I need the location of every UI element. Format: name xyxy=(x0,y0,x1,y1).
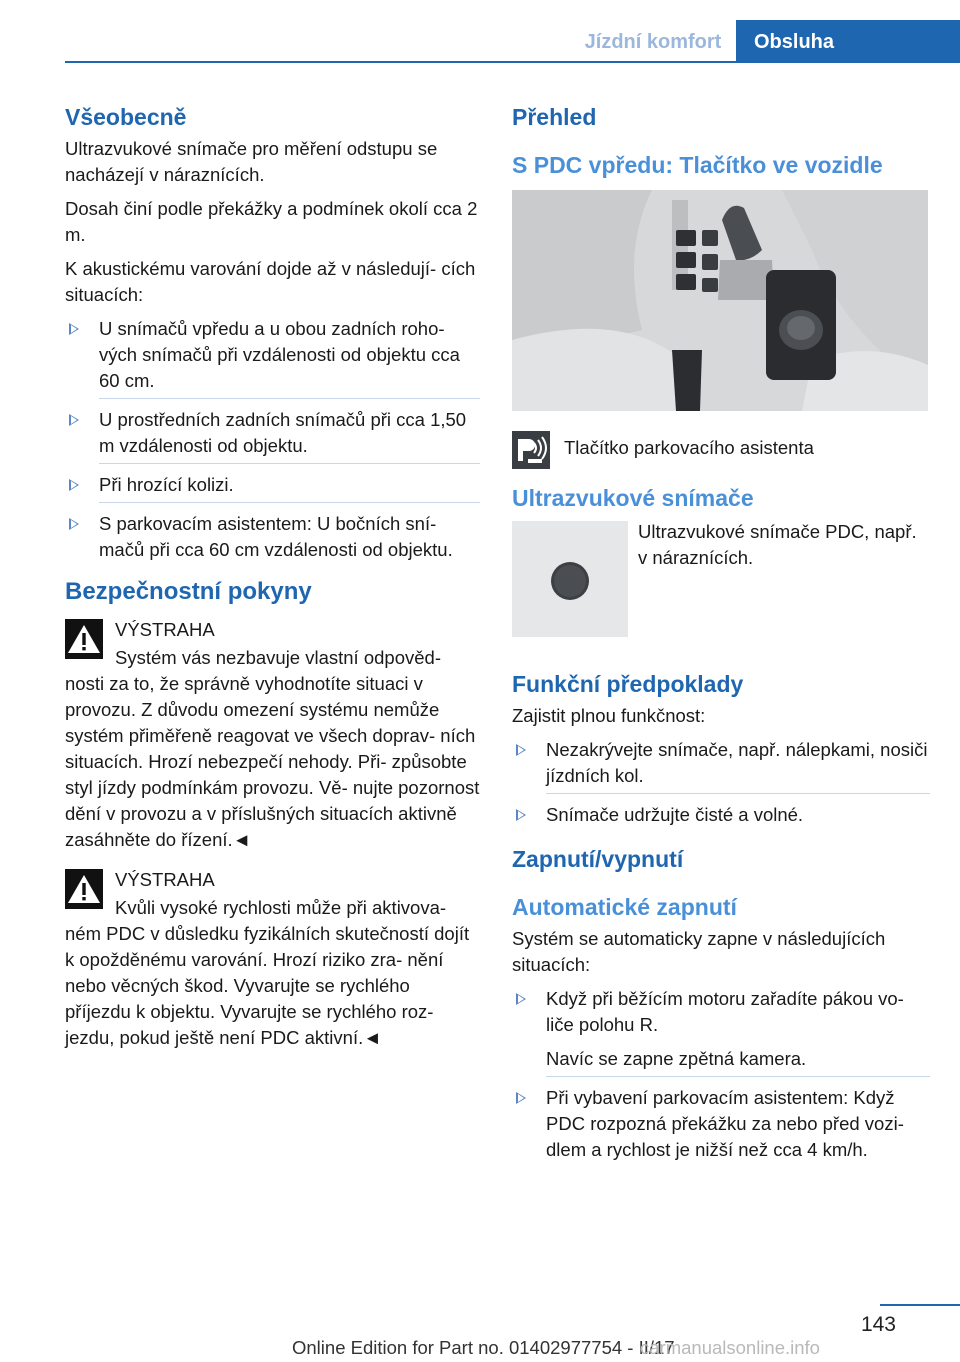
bullet-triangle-icon xyxy=(516,993,526,1005)
sensors-description: Ultrazvukové snímače PDC, např. v náraznících. xyxy=(638,521,917,568)
list-item: Když při běžícím motoru zařadíte pákou vo‐ liče polohu R. Navíc se zapne zpětná kamera. xyxy=(512,986,930,1072)
edition-note: Online Edition for Part no. 01402977754 - II/17 xyxy=(292,1337,675,1358)
general-heading: Všeobecně xyxy=(65,104,187,130)
button-caption-text: Tlačítko parkovacího asistenta xyxy=(564,437,814,458)
sensor-photo xyxy=(512,521,628,637)
prerequisites-list xyxy=(512,737,930,828)
warning-triangle-icon xyxy=(65,619,103,659)
bullet-triangle-icon xyxy=(69,518,79,530)
chapter-tab[interactable]: Obsluha xyxy=(736,20,960,62)
warning-situations-list xyxy=(65,316,480,563)
list-item: Snímače udržujte čisté a volné. xyxy=(512,802,930,828)
list-item: U prostředních zadních snímačů při cca 1,50 m vzdálenosti od objektu. xyxy=(65,407,480,459)
overview-heading: Přehled xyxy=(512,104,597,130)
footer-rule xyxy=(880,1304,960,1306)
page-number: 143 xyxy=(860,1313,896,1336)
auto-on-intro: Systém se automaticky zapne v následujících situacích: xyxy=(512,928,886,975)
button-caption xyxy=(512,429,930,473)
list-item: Nezakrývejte snímače, např. nálepkami, nosiči jízdních kol. xyxy=(512,737,930,789)
list-item: U snímačů vpředu a u obou zadních roho‐ vých snímačů při vzdálenosti od objektu cca 60 cm. xyxy=(65,316,480,394)
header-rule xyxy=(65,61,960,63)
sensors-heading: Ultrazvukové snímače xyxy=(512,485,754,511)
sensor-section xyxy=(512,521,930,643)
auto-on-list xyxy=(512,986,930,1163)
list-item: S parkovacím asistentem: U bočních sní‐ mačů při cca 60 cm vzdálenosti od objektu. xyxy=(65,511,480,563)
bullet-triangle-icon xyxy=(516,809,526,821)
bullet-triangle-icon xyxy=(69,414,79,426)
list-item: Při hrozící kolizi. xyxy=(65,472,480,498)
warning-label: VÝSTRAHA xyxy=(115,619,215,640)
general-paragraph-2: Dosah činí podle překážky a podmínek okolí cca 2 m. xyxy=(65,198,478,245)
bullet-triangle-icon xyxy=(69,323,79,335)
general-paragraph-1: Ultrazvukové snímače pro měření odstupu se nacházejí v náraznících. xyxy=(65,138,438,185)
warning-label: VÝSTRAHA xyxy=(115,869,215,890)
list-item: Při vybavení parkovacím asistentem: Když PDC rozpozná překážku za nebo před vozi‐ dlem a rychlost je nižší než cca 4 km/h. xyxy=(512,1085,930,1163)
prerequisites-intro: Zajistit plnou funkčnost: xyxy=(512,705,706,726)
bullet-triangle-icon xyxy=(516,744,526,756)
bullet-triangle-icon xyxy=(516,1092,526,1104)
right-column xyxy=(512,98,930,1169)
front-pdc-heading: S PDC vpředu: Tlačítko ve vozidle xyxy=(512,152,883,178)
warning-text: Systém vás nezbavuje vlastní odpověd‐ nosti za to, že správně vyhodnotíte situaci v provozu. Z důvodu omezení systému nemůže systém přiměřeně reagovat ve všech doprav‐ ních situacích. Hrozí nebezpečí nehody. Při‐ způsobte styl jízdy podmínkám provozu. Vě‐ nujte pozornost dění v provozu a v příslušných situacích aktivně zasáhněte do řízení.◄ xyxy=(65,647,480,850)
warning-text: Kvůli vysoké rychlosti může při aktivova‐ ném PDC v důsledku fyzikálních skutečností dojít k opožděnému varování. Hrozí riziko zra‐ nění nebo věcných škod. Vyvarujte se rychlého příjezdu k objektu. Vyvarujte se rychlého roz‐ jezdu, pokud ještě není PDC aktivní.◄ xyxy=(65,897,470,1048)
vehicle-console-photo xyxy=(512,190,928,411)
auto-on-heading: Automatické zapnutí xyxy=(512,894,737,920)
section-tab[interactable]: Jízdní komfort xyxy=(584,31,722,53)
warning-block-2 xyxy=(65,867,480,1051)
safety-heading: Bezpečnostní pokyny xyxy=(65,578,312,605)
watermark: carmanualsonline.info xyxy=(640,1337,820,1358)
bullet-triangle-icon xyxy=(69,479,79,491)
prerequisites-heading: Funkční předpoklady xyxy=(512,671,744,697)
general-paragraph-3: K akustickému varování dojde až v následují‐ cích situacích: xyxy=(65,258,476,305)
warning-triangle-icon xyxy=(65,869,103,909)
parking-assist-button-icon[interactable] xyxy=(512,431,550,469)
warning-block-1 xyxy=(65,617,480,853)
left-column xyxy=(65,98,480,1059)
on-off-heading: Zapnutí/vypnutí xyxy=(512,846,684,872)
